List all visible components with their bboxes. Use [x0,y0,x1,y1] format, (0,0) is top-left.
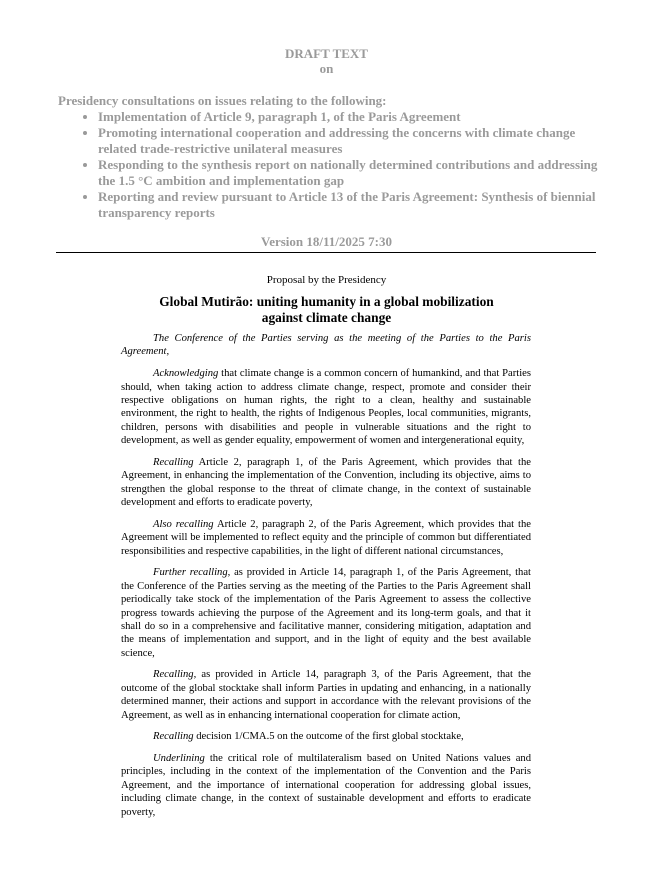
list-item: • Reporting and review pursuant to Article 13 of the Paris Agreement: Synthesis of biennial transparency reports [98,189,603,221]
paragraph [121,367,531,447]
divider [56,252,596,253]
paragraph [121,518,531,558]
title-line: Global Mutirão: uniting humanity in a global mobilization [159,294,494,309]
paragraph [121,668,531,722]
version-label: Version 18/11/2025 7:30 [261,234,392,249]
title-line: against climate change [261,310,392,325]
paragraph [121,332,531,359]
paragraph-lead: Recalling, [153,669,197,681]
paragraph-text: that climate change is a common concern of humankind, and that Parties should, when taking action to address climate change, respect, promote and consider their respective obligations on human rights, the right to a clean, healthy and sustainable environment, the right to health, the rights of Indigenous Peoples, local communities, migrants, children, persons with disabilities and people in vulnerable situations and the right to development, as well as gender equality, empowerment of women and intergenerational equity, [121,368,531,447]
list-item: • Responding to the synthesis report on nationally determined contributions and addressing the 1.5 °C ambition and implementation gap [98,157,603,189]
paragraph-lead: Acknowledging [153,368,219,380]
page-title [0,294,653,326]
paragraph-lead: Underlining [153,753,205,765]
consultation-list [58,93,603,221]
list-item: • Implementation of Article 9, paragraph 1, of the Paris Agreement [98,109,603,125]
paragraph [121,456,531,510]
paragraph-lead: Also recalling [153,518,214,530]
paragraph [121,566,531,660]
consult-intro: Presidency consultations on issues relating to the following: [58,93,387,108]
paragraph-lead: Further recalling, [153,567,231,579]
paragraph-text: Article 2, paragraph 1, of the Paris Agreement, which provides that the Agreement, in enhancing the implementation of the Convention, including its objective, aims to strengthen the global response to the threat of climate change, in the context of sustainable development and efforts to eradicate poverty, [121,456,531,509]
proposal-label: Proposal by the Presidency [266,274,387,286]
paragraph-lead: Recalling [153,731,194,743]
on-label: on [319,61,334,76]
paragraph-lead: Recalling [153,456,194,468]
draft-label: DRAFT TEXT [285,46,368,61]
paragraph-lead: The Conference of the Parties serving as the meeting of the Parties to the Paris Agreement, [121,333,531,358]
paragraph-text: as provided in Article 14, paragraph 3, of the Paris Agreement, that the outcome of the global stocktake shall inform Parties in updating and enhancing, in a nationally determined manner, their actions and support in accordance with the relevant provisions of the Agreement, as well as in enhancing international cooperation for climate action, [121,669,531,721]
paragraph [121,752,531,819]
list-item: • Promoting international cooperation and addressing the concerns with climate change related trade-restrictive unilateral measures [98,125,603,157]
paragraph-text: as provided in Article 14, paragraph 1, of the Paris Agreement, that the Conference of the Parties serving as the meeting of the Parties to the Paris Agreement shall periodically take stock of the implementation of the Paris Agreement to assess the collective progress towards achieving the purpose of the Agreement and its long-term goals, and that it shall do so in a comprehensive and facilitative manner, considering mitigation, adaptation and the means of implementation and support, and in the light of equity and the best available science, [121,567,531,659]
preamble-body [121,332,531,827]
paragraph-text: decision 1/CMA.5 on the outcome of the first global stocktake, [193,731,464,743]
paragraph [121,730,531,743]
draft-header [0,46,653,76]
paragraph-text: Article 2, paragraph 2, of the Paris Agreement, which provides that the Agreement will be implemented to reflect equity and the principle of common but differentiated responsibilities and respective capabilities, in the light of different national circumstances, [121,518,531,557]
paragraph-text: the critical role of multilateralism based on United Nations values and principles, including in the context of the implementation of the Convention and the Paris Agreement, and the importance of international cooperation for addressing global issues, including climate change, in the context of sustainable development and efforts to eradicate poverty, [121,753,531,818]
